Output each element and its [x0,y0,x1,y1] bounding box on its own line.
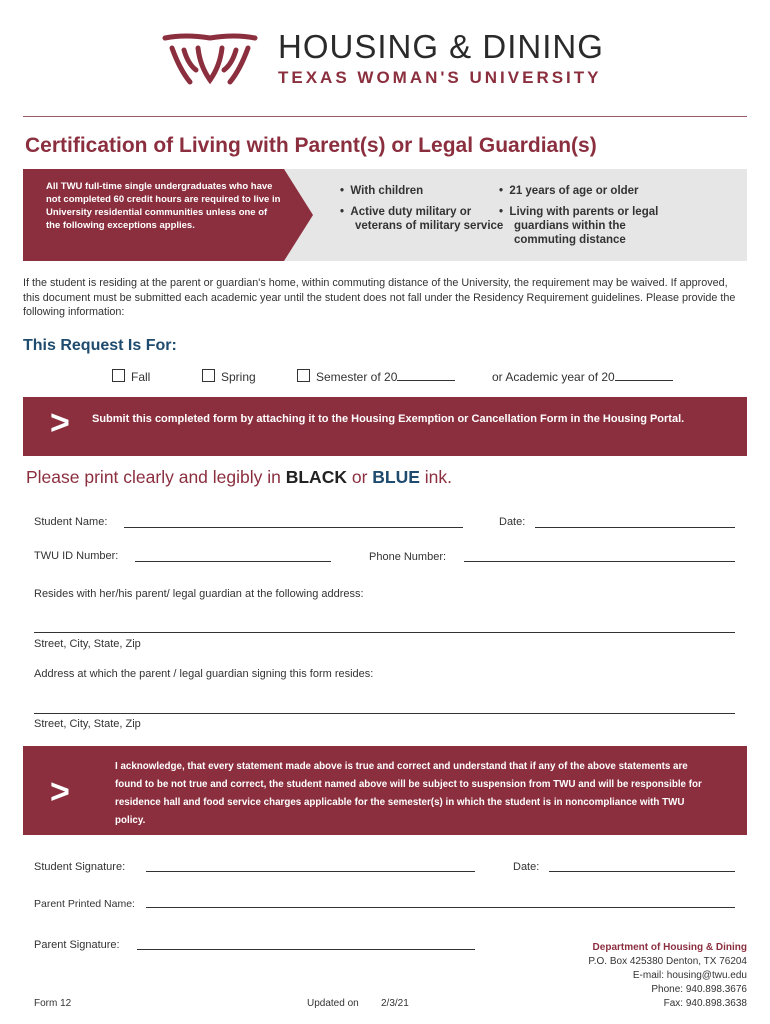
bullet-item: • Living with parents or legal guardians within the commuting distance [499,206,659,246]
street-label: Street, City, State, Zip [34,718,141,730]
ink-instruction: Please print clearly and legibly in BLACK or BLUE ink. [26,467,453,487]
bullet-item: • With children [340,185,424,197]
address-field[interactable] [34,632,735,633]
student-signature-label: Student Signature: [34,861,126,873]
request-heading: This Request Is For: [23,337,177,354]
signature-date-field[interactable] [549,871,735,872]
intro-paragraph: If the student is residing at the parent or guardian's home, within commuting distance of the University, the requirement may be waived. If approved, this document must be submitted each academic year until the student does not fall under the Residency Requirement guidelines. Please provide the following information: [23,277,736,318]
semester-label: Semester of 20 [316,370,455,384]
student-name-field[interactable] [124,527,463,528]
parent-signature-label: Parent Signature: [34,939,120,951]
chevron-right-icon: > [50,773,70,811]
acknowledge-text: I acknowledge, that every statement made above is true and correct and understand that if any of the above statements are found to be not true and correct, the student named above will be subject to suspension from TWU and will be responsible for residence hall and food service charges applicable for the semester(s) in which the student is in noncompliance with TWU policy. [115,761,702,826]
parent-address-label: Address at which the parent / legal guardian signing this form resides: [34,668,374,680]
logo-subtitle: TEXAS WOMAN'S UNIVERSITY [278,68,602,87]
academic-year-field[interactable] [615,370,673,381]
semester-year-field[interactable] [397,370,455,381]
twu-logo-icon [160,30,260,90]
updated-label: Updated on [307,998,359,1009]
submit-note-box [23,397,747,456]
phone-label: Phone Number: [369,551,447,563]
spring-checkbox[interactable] [202,369,215,382]
header-divider [23,116,747,117]
semester-checkbox[interactable] [297,369,310,382]
parent-printed-label: Parent Printed Name: [34,898,135,910]
student-signature-field[interactable] [146,871,475,872]
twu-id-field[interactable] [135,561,331,562]
date-label: Date: [513,861,540,873]
submit-note-text: Submit this completed form by attaching it to the Housing Exemption or Cancellation Form in the Housing Portal. [92,413,685,425]
logo-title: HOUSING & DINING [278,28,604,65]
bullet-item: • Active duty military or veterans of military service [340,206,504,232]
date-label: Date: [499,516,526,528]
parent-signature-field[interactable] [137,949,475,950]
parent-printed-field[interactable] [146,907,735,908]
fall-checkbox[interactable] [112,369,125,382]
student-name-label: Student Name: [34,516,108,528]
twu-id-label: TWU ID Number: [34,550,119,562]
exemptions-intro-text: All TWU full-time single undergraduates who have not completed 60 credit hours are required to live in University residential communities unless one of the following exceptions applies. [46,181,281,231]
department-address: P.O. Box 425380 Denton, TX 76204 [588,956,747,967]
academic-year-label: or Academic year of 20 [492,370,673,384]
fall-label: Fall [131,370,151,384]
spring-label: Spring [221,370,256,384]
form-number: Form 12 [34,998,72,1009]
page-title: Certification of Living with Parent(s) or Legal Guardian(s) [25,134,597,157]
department-email: E-mail: housing@twu.edu [632,970,747,981]
department-fax: Fax: 940.898.3638 [663,998,747,1009]
bullet-item: • 21 years of age or older [499,185,639,197]
chevron-right-icon: > [50,404,70,442]
phone-field[interactable] [464,561,735,562]
department-phone: Phone: 940.898.3676 [651,984,747,995]
resides-label: Resides with her/his parent/ legal guardian at the following address: [34,588,364,600]
department-contact [588,941,747,1011]
date-field[interactable] [535,527,735,528]
street-label: Street, City, State, Zip [34,638,141,650]
parent-address-field[interactable] [34,713,735,714]
updated-date: 2/3/21 [381,998,409,1009]
department-name: Department of Housing & Dining [592,942,747,953]
